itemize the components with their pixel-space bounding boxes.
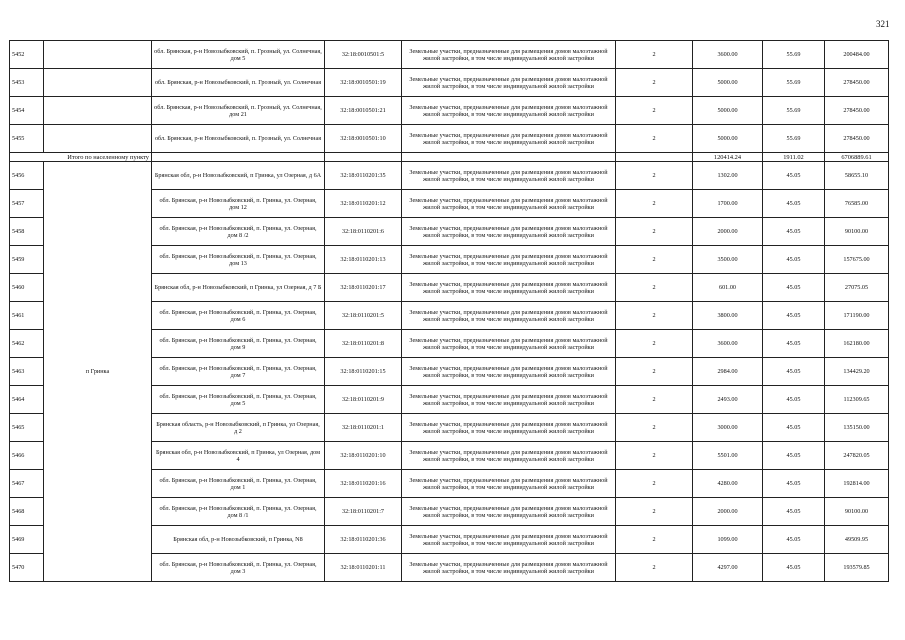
locality-total-row <box>10 153 889 162</box>
address-cell: обл. Брянская, р-н Новозыбковский, п. Гринка, ул. Озерная, дом 1 <box>152 470 325 498</box>
category-cell: 2 <box>616 218 693 246</box>
permitted-use-cell: Земельные участки, предназначенные для размещения домов малоэтажной жилой застройки, в том числе индивидуальной жилой застройки <box>402 386 616 414</box>
area-cell: 4297.00 <box>693 554 763 582</box>
row-number: 5466 <box>10 442 44 470</box>
permitted-use-cell: Земельные участки, предназначенные для размещения домов малоэтажной жилой застройки, в том числе индивидуальной жилой застройки <box>402 125 616 153</box>
area-cell: 1302.00 <box>693 162 763 190</box>
address-cell: Брянская область, р-н Новозыбковский, п Гринка, ул Озерная, д 2 <box>152 414 325 442</box>
rate-cell: 45.05 <box>763 246 825 274</box>
total-label: Итого по населенному пункту <box>10 153 152 162</box>
cadastral-number-cell: 32:18:0110201:11 <box>325 554 402 582</box>
area-cell: 3600.00 <box>693 41 763 69</box>
locality-cell: п Гринка <box>44 162 152 582</box>
rate-cell: 45.05 <box>763 274 825 302</box>
rate-cell: 45.05 <box>763 442 825 470</box>
permitted-use-cell: Земельные участки, предназначенные для размещения домов малоэтажной жилой застройки, в том числе индивидуальной жилой застройки <box>402 554 616 582</box>
row-number: 5460 <box>10 274 44 302</box>
address-cell: Брянская обл, р-н Новозыбковский, п Гринка, ул Озерная, дом 4 <box>152 442 325 470</box>
locality-cell <box>44 97 152 125</box>
cadastral-number-cell: 32:18:0010501:19 <box>325 69 402 97</box>
rate-cell: 45.05 <box>763 302 825 330</box>
row-number: 5464 <box>10 386 44 414</box>
row-number: 5469 <box>10 526 44 554</box>
land-valuation-table <box>9 40 889 582</box>
address-cell: обл. Брянская, р-н Новозыбковский, п. Гринка, ул. Озерная, дом 9 <box>152 330 325 358</box>
area-cell: 2984.00 <box>693 358 763 386</box>
row-number: 5463 <box>10 358 44 386</box>
rate-cell: 55.69 <box>763 41 825 69</box>
cadastral-number-cell: 32:18:0110201:10 <box>325 442 402 470</box>
area-cell: 5000.00 <box>693 97 763 125</box>
rate-cell: 55.69 <box>763 97 825 125</box>
rate-cell: 45.05 <box>763 162 825 190</box>
cadastral-value-cell: 27075.05 <box>825 274 889 302</box>
cadastral-value-cell: 192814.00 <box>825 470 889 498</box>
rate-cell: 45.05 <box>763 498 825 526</box>
address-cell: обл. Брянская, р-н Новозыбковский, п. Гринка, ул. Озерная, дом 3 <box>152 554 325 582</box>
cadastral-value-cell: 193579.85 <box>825 554 889 582</box>
cadastral-number-cell: 32:18:0110201:16 <box>325 470 402 498</box>
total-area: 120414.24 <box>693 153 763 162</box>
address-cell: Брянская обл, р-н Новозыбковский, п Гринка, ул Озерная, д 7 Б <box>152 274 325 302</box>
cadastral-value-cell: 278450.00 <box>825 125 889 153</box>
permitted-use-cell: Земельные участки, предназначенные для размещения домов малоэтажной жилой застройки, в том числе индивидуальной жилой застройки <box>402 498 616 526</box>
cadastral-number-cell: 32:18:0110201:1 <box>325 414 402 442</box>
row-number: 5470 <box>10 554 44 582</box>
address-cell: Брянская обл, р-н Новозыбковский, п Гринка, N8 <box>152 526 325 554</box>
address-cell: Брянская обл, р-н Новозыбковский, п Гринка, ул Озерная, д 6А <box>152 162 325 190</box>
cadastral-value-cell: 171190.00 <box>825 302 889 330</box>
cadastral-number-cell: 32:18:0110201:8 <box>325 330 402 358</box>
address-cell: обл. Брянская, р-н Новозыбковский, п. Гринка, ул. Озерная, дом 8 /1 <box>152 498 325 526</box>
permitted-use-cell: Земельные участки, предназначенные для размещения домов малоэтажной жилой застройки, в том числе индивидуальной жилой застройки <box>402 41 616 69</box>
address-cell: обл. Брянская, р-н Новозыбковский, п. Гринка, ул. Озерная, дом 13 <box>152 246 325 274</box>
category-cell: 2 <box>616 358 693 386</box>
cadastral-value-cell: 162180.00 <box>825 330 889 358</box>
locality-cell <box>44 125 152 153</box>
category-cell: 2 <box>616 526 693 554</box>
cadastral-number-cell: 32:18:0110201:17 <box>325 274 402 302</box>
cadastral-number-cell: 32:18:0110201:15 <box>325 358 402 386</box>
table-row <box>10 97 889 125</box>
cadastral-number-cell: 32:18:0110201:7 <box>325 498 402 526</box>
cadastral-value-cell: 278450.00 <box>825 97 889 125</box>
cadastral-number-cell: 32:18:0010501:21 <box>325 97 402 125</box>
total-empty-cell <box>152 153 325 162</box>
total-empty-cell <box>616 153 693 162</box>
row-number: 5458 <box>10 218 44 246</box>
total-value: 6706889.61 <box>825 153 889 162</box>
row-number: 5452 <box>10 41 44 69</box>
permitted-use-cell: Земельные участки, предназначенные для размещения домов малоэтажной жилой застройки, в том числе индивидуальной жилой застройки <box>402 302 616 330</box>
cadastral-value-cell: 135150.00 <box>825 414 889 442</box>
table-row <box>10 125 889 153</box>
area-cell: 4280.00 <box>693 470 763 498</box>
category-cell: 2 <box>616 246 693 274</box>
address-cell: обл. Брянская, р-н Новозыбковский, п. Гринка, ул. Озерная, дом 12 <box>152 190 325 218</box>
permitted-use-cell: Земельные участки, предназначенные для размещения домов малоэтажной жилой застройки, в том числе индивидуальной жилой застройки <box>402 218 616 246</box>
rate-cell: 55.69 <box>763 69 825 97</box>
row-number: 5453 <box>10 69 44 97</box>
page-number: 321 <box>876 19 890 29</box>
category-cell: 2 <box>616 97 693 125</box>
cadastral-value-cell: 90100.00 <box>825 218 889 246</box>
row-number: 5455 <box>10 125 44 153</box>
total-empty-cell <box>325 153 402 162</box>
area-cell: 2000.00 <box>693 218 763 246</box>
rate-cell: 45.05 <box>763 414 825 442</box>
category-cell: 2 <box>616 41 693 69</box>
permitted-use-cell: Земельные участки, предназначенные для размещения домов малоэтажной жилой застройки, в том числе индивидуальной жилой застройки <box>402 470 616 498</box>
permitted-use-cell: Земельные участки, предназначенные для размещения домов малоэтажной жилой застройки, в том числе индивидуальной жилой застройки <box>402 442 616 470</box>
row-number: 5457 <box>10 190 44 218</box>
row-number: 5465 <box>10 414 44 442</box>
cadastral-number-cell: 32:18:0110201:36 <box>325 526 402 554</box>
address-cell: обл. Брянская, р-н Новозыбковский, п. Грозный, ул. Солнечная <box>152 125 325 153</box>
cadastral-value-cell: 157675.00 <box>825 246 889 274</box>
rate-cell: 45.05 <box>763 358 825 386</box>
cadastral-number-cell: 32:18:0010501:5 <box>325 41 402 69</box>
permitted-use-cell: Земельные участки, предназначенные для размещения домов малоэтажной жилой застройки, в том числе индивидуальной жилой застройки <box>402 358 616 386</box>
address-cell: обл. Брянская, р-н Новозыбковский, п. Гринка, ул. Озерная, дом 5 <box>152 386 325 414</box>
permitted-use-cell: Земельные участки, предназначенные для размещения домов малоэтажной жилой застройки, в том числе индивидуальной жилой застройки <box>402 330 616 358</box>
rate-cell: 45.05 <box>763 218 825 246</box>
category-cell: 2 <box>616 162 693 190</box>
address-cell: обл. Брянская, р-н Новозыбковский, п. Гринка, ул. Озерная, дом 7 <box>152 358 325 386</box>
locality-cell <box>44 69 152 97</box>
category-cell: 2 <box>616 442 693 470</box>
row-number: 5467 <box>10 470 44 498</box>
area-cell: 1700.00 <box>693 190 763 218</box>
area-cell: 3500.00 <box>693 246 763 274</box>
address-cell: обл. Брянская, р-н Новозыбковский, п. Грозный, ул. Солнечная, дом 5 <box>152 41 325 69</box>
address-cell: обл. Брянская, р-н Новозыбковский, п. Гринка, ул. Озерная, дом 8 /2 <box>152 218 325 246</box>
permitted-use-cell: Земельные участки, предназначенные для размещения домов малоэтажной жилой застройки, в том числе индивидуальной жилой застройки <box>402 69 616 97</box>
row-number: 5461 <box>10 302 44 330</box>
category-cell: 2 <box>616 470 693 498</box>
total-empty-cell <box>402 153 616 162</box>
cadastral-value-cell: 278450.00 <box>825 69 889 97</box>
cadastral-value-cell: 76585.00 <box>825 190 889 218</box>
area-cell: 3000.00 <box>693 414 763 442</box>
area-cell: 3800.00 <box>693 302 763 330</box>
category-cell: 2 <box>616 274 693 302</box>
permitted-use-cell: Земельные участки, предназначенные для размещения домов малоэтажной жилой застройки, в том числе индивидуальной жилой застройки <box>402 190 616 218</box>
rate-cell: 45.05 <box>763 330 825 358</box>
area-cell: 2493.00 <box>693 386 763 414</box>
table-row <box>10 69 889 97</box>
area-cell: 5000.00 <box>693 69 763 97</box>
cadastral-value-cell: 134429.20 <box>825 358 889 386</box>
area-cell: 5000.00 <box>693 125 763 153</box>
row-number: 5468 <box>10 498 44 526</box>
category-cell: 2 <box>616 414 693 442</box>
category-cell: 2 <box>616 386 693 414</box>
cadastral-value-cell: 49509.95 <box>825 526 889 554</box>
cadastral-number-cell: 32:18:0110201:12 <box>325 190 402 218</box>
cadastral-number-cell: 32:18:0110201:6 <box>325 218 402 246</box>
category-cell: 2 <box>616 330 693 358</box>
cadastral-value-cell: 247820.05 <box>825 442 889 470</box>
cadastral-number-cell: 32:18:0110201:13 <box>325 246 402 274</box>
table-row <box>10 162 889 190</box>
category-cell: 2 <box>616 69 693 97</box>
permitted-use-cell: Земельные участки, предназначенные для размещения домов малоэтажной жилой застройки, в том числе индивидуальной жилой застройки <box>402 246 616 274</box>
area-cell: 2000.00 <box>693 498 763 526</box>
area-cell: 601.00 <box>693 274 763 302</box>
cadastral-number-cell: 32:18:0110201:5 <box>325 302 402 330</box>
area-cell: 3600.00 <box>693 330 763 358</box>
cadastral-number-cell: 32:18:0010501:10 <box>325 125 402 153</box>
permitted-use-cell: Земельные участки, предназначенные для размещения домов малоэтажной жилой застройки, в том числе индивидуальной жилой застройки <box>402 526 616 554</box>
address-cell: обл. Брянская, р-н Новозыбковский, п. Грозный, ул. Солнечная <box>152 69 325 97</box>
row-number: 5459 <box>10 246 44 274</box>
area-cell: 1099.00 <box>693 526 763 554</box>
category-cell: 2 <box>616 125 693 153</box>
row-number: 5456 <box>10 162 44 190</box>
cadastral-value-cell: 112309.65 <box>825 386 889 414</box>
total-rate: 1911.02 <box>763 153 825 162</box>
category-cell: 2 <box>616 302 693 330</box>
row-number: 5454 <box>10 97 44 125</box>
cadastral-number-cell: 32:18:0110201:9 <box>325 386 402 414</box>
cadastral-value-cell: 58655.10 <box>825 162 889 190</box>
rate-cell: 45.05 <box>763 190 825 218</box>
category-cell: 2 <box>616 190 693 218</box>
locality-cell <box>44 41 152 69</box>
rate-cell: 55.69 <box>763 125 825 153</box>
rate-cell: 45.05 <box>763 554 825 582</box>
row-number: 5462 <box>10 330 44 358</box>
address-cell: обл. Брянская, р-н Новозыбковский, п. Грозный, ул. Солнечная, дом 21 <box>152 97 325 125</box>
cadastral-value-cell: 200484.00 <box>825 41 889 69</box>
cadastral-number-cell: 32:18:0110201:35 <box>325 162 402 190</box>
permitted-use-cell: Земельные участки, предназначенные для размещения домов малоэтажной жилой застройки, в том числе индивидуальной жилой застройки <box>402 414 616 442</box>
rate-cell: 45.05 <box>763 386 825 414</box>
rate-cell: 45.05 <box>763 526 825 554</box>
table-row <box>10 41 889 69</box>
category-cell: 2 <box>616 554 693 582</box>
rate-cell: 45.05 <box>763 470 825 498</box>
permitted-use-cell: Земельные участки, предназначенные для размещения домов малоэтажной жилой застройки, в том числе индивидуальной жилой застройки <box>402 97 616 125</box>
category-cell: 2 <box>616 498 693 526</box>
permitted-use-cell: Земельные участки, предназначенные для размещения домов малоэтажной жилой застройки, в том числе индивидуальной жилой застройки <box>402 162 616 190</box>
address-cell: обл. Брянская, р-н Новозыбковский, п. Гринка, ул. Озерная, дом 6 <box>152 302 325 330</box>
permitted-use-cell: Земельные участки, предназначенные для размещения домов малоэтажной жилой застройки, в том числе индивидуальной жилой застройки <box>402 274 616 302</box>
cadastral-value-cell: 90100.00 <box>825 498 889 526</box>
area-cell: 5501.00 <box>693 442 763 470</box>
